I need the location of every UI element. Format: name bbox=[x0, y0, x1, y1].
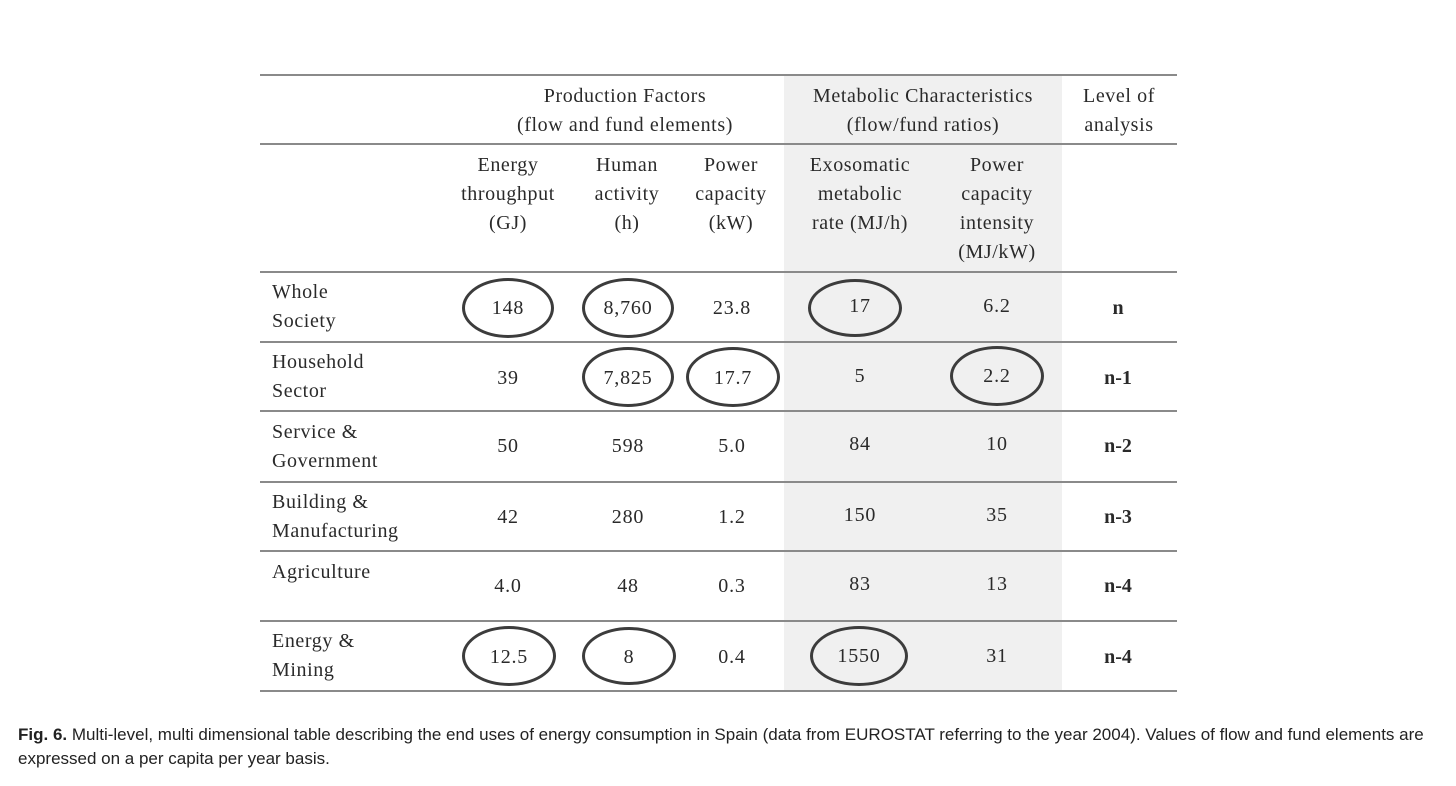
cell-power-capacity-intensity: 35 bbox=[986, 504, 1008, 526]
cell-human-activity: 48 bbox=[617, 575, 639, 597]
row-label-line: Service & bbox=[272, 421, 358, 443]
row-label-line: Government bbox=[272, 450, 378, 472]
row-label-whole-society bbox=[272, 278, 452, 336]
column-header-line: Energy bbox=[477, 154, 539, 176]
cell-human-activity: 8,760 bbox=[603, 297, 653, 319]
cell-human-activity: 8 bbox=[623, 646, 635, 668]
row-label-line: Society bbox=[272, 310, 337, 332]
rule-subheader bbox=[260, 271, 1177, 273]
column-header-line: (MJ/kW) bbox=[958, 241, 1036, 263]
header-production-line2: (flow and fund elements) bbox=[516, 114, 733, 136]
column-header-human-activity bbox=[572, 151, 682, 238]
header-production-factors bbox=[455, 82, 795, 140]
column-header-line: Power bbox=[703, 154, 759, 176]
row-label-energy-mining bbox=[272, 627, 452, 685]
cell-energy-throughput: 4.0 bbox=[494, 575, 522, 597]
column-header-line: capacity bbox=[961, 183, 1033, 205]
cell-level: n-1 bbox=[1104, 367, 1132, 389]
cell-power-capacity-intensity: 13 bbox=[986, 573, 1008, 595]
rule-row-2 bbox=[260, 410, 1177, 412]
cell-power-capacity-intensity: 6.2 bbox=[983, 295, 1011, 317]
row-label-line: Energy & bbox=[272, 630, 355, 652]
cell-energy-throughput: 50 bbox=[497, 435, 519, 457]
column-header-line: Power bbox=[969, 154, 1025, 176]
column-header-line: capacity bbox=[695, 183, 767, 205]
cell-level: n bbox=[1112, 297, 1124, 319]
row-label-line: Whole bbox=[272, 281, 329, 303]
cell-level: n-2 bbox=[1104, 435, 1132, 457]
header-level-line2: analysis bbox=[1084, 114, 1154, 136]
rule-row-3 bbox=[260, 481, 1177, 483]
row-label-service-government bbox=[272, 418, 452, 476]
cell-exosomatic-metabolic-rate: 1550 bbox=[837, 645, 881, 667]
cell-level: n-4 bbox=[1104, 646, 1132, 668]
cell-exosomatic-metabolic-rate: 84 bbox=[849, 433, 871, 455]
row-label-line: Mining bbox=[272, 659, 335, 681]
cell-exosomatic-metabolic-rate: 83 bbox=[849, 573, 871, 595]
row-label-household-sector bbox=[272, 348, 452, 406]
rule-bottom bbox=[260, 690, 1177, 692]
cell-power-capacity: 1.2 bbox=[718, 506, 746, 528]
column-header-line: (kW) bbox=[708, 212, 754, 234]
row-label-line: Sector bbox=[272, 380, 327, 402]
cell-power-capacity-intensity: 2.2 bbox=[983, 365, 1011, 387]
cell-power-capacity: 0.3 bbox=[718, 575, 746, 597]
column-header-line: Exosomatic bbox=[809, 154, 911, 176]
row-label-agriculture bbox=[272, 558, 452, 587]
cell-level: n-3 bbox=[1104, 506, 1132, 528]
row-label-line: Agriculture bbox=[272, 561, 371, 583]
row-label-line: Building & bbox=[272, 491, 369, 513]
header-metabolic-line2: (flow/fund ratios) bbox=[846, 114, 1000, 136]
rule-header bbox=[260, 143, 1177, 145]
cell-energy-throughput: 39 bbox=[497, 367, 519, 389]
cell-energy-throughput: 42 bbox=[497, 506, 519, 528]
cell-human-activity: 280 bbox=[611, 506, 645, 528]
cell-level: n-4 bbox=[1104, 575, 1132, 597]
cell-power-capacity: 23.8 bbox=[712, 297, 752, 319]
cell-power-capacity-intensity: 10 bbox=[986, 433, 1008, 455]
column-header-line: activity bbox=[594, 183, 660, 205]
cell-exosomatic-metabolic-rate: 5 bbox=[854, 365, 866, 387]
column-header-line: (h) bbox=[614, 212, 640, 234]
column-header-power-capacity bbox=[676, 151, 786, 238]
rule-row-4 bbox=[260, 550, 1177, 552]
column-header-line: intensity bbox=[959, 212, 1035, 234]
column-header-line: throughput bbox=[461, 183, 555, 205]
header-production-line1: Production Factors bbox=[543, 85, 707, 107]
column-header-line: (GJ) bbox=[489, 212, 527, 234]
cell-power-capacity: 17.7 bbox=[713, 367, 753, 389]
column-header-line: metabolic bbox=[817, 183, 903, 205]
row-label-building-manufacturing bbox=[272, 488, 452, 546]
cell-exosomatic-metabolic-rate: 17 bbox=[849, 295, 871, 317]
figure-caption-label: Fig. 6. bbox=[18, 725, 68, 744]
header-level-line1: Level of bbox=[1083, 85, 1155, 107]
cell-power-capacity: 0.4 bbox=[718, 646, 746, 668]
column-header-power-capacity-intensity bbox=[938, 151, 1056, 267]
column-header-line: rate (MJ/h) bbox=[811, 212, 908, 234]
cell-energy-throughput: 12.5 bbox=[489, 646, 529, 668]
cell-energy-throughput: 148 bbox=[491, 297, 525, 319]
cell-human-activity: 7,825 bbox=[603, 367, 653, 389]
header-metabolic-line1: Metabolic Characteristics bbox=[813, 85, 1033, 107]
column-header-line: Human bbox=[596, 154, 658, 176]
rule-row-5 bbox=[260, 620, 1177, 622]
figure-caption-text: Multi-level, multi dimensional table describing the end uses of energy consumption in Spain (data from EUROSTAT referring to the year 2004). Values of flow and fund elements are expressed on a per capita per year basis. bbox=[18, 725, 1424, 768]
rule-row-1 bbox=[260, 341, 1177, 343]
cell-human-activity: 598 bbox=[611, 435, 645, 457]
row-label-line: Manufacturing bbox=[272, 520, 399, 542]
figure-caption bbox=[18, 723, 1438, 771]
row-label-line: Household bbox=[272, 351, 365, 373]
column-header-energy-throughput bbox=[450, 151, 566, 238]
column-header-exosomatic-metabolic-rate bbox=[794, 151, 926, 238]
cell-power-capacity: 5.0 bbox=[718, 435, 746, 457]
rule-top bbox=[260, 74, 1177, 76]
header-level-of-analysis bbox=[1064, 82, 1174, 140]
header-metabolic-characteristics bbox=[784, 82, 1062, 140]
cell-exosomatic-metabolic-rate: 150 bbox=[843, 504, 877, 526]
cell-power-capacity-intensity: 31 bbox=[986, 645, 1008, 667]
